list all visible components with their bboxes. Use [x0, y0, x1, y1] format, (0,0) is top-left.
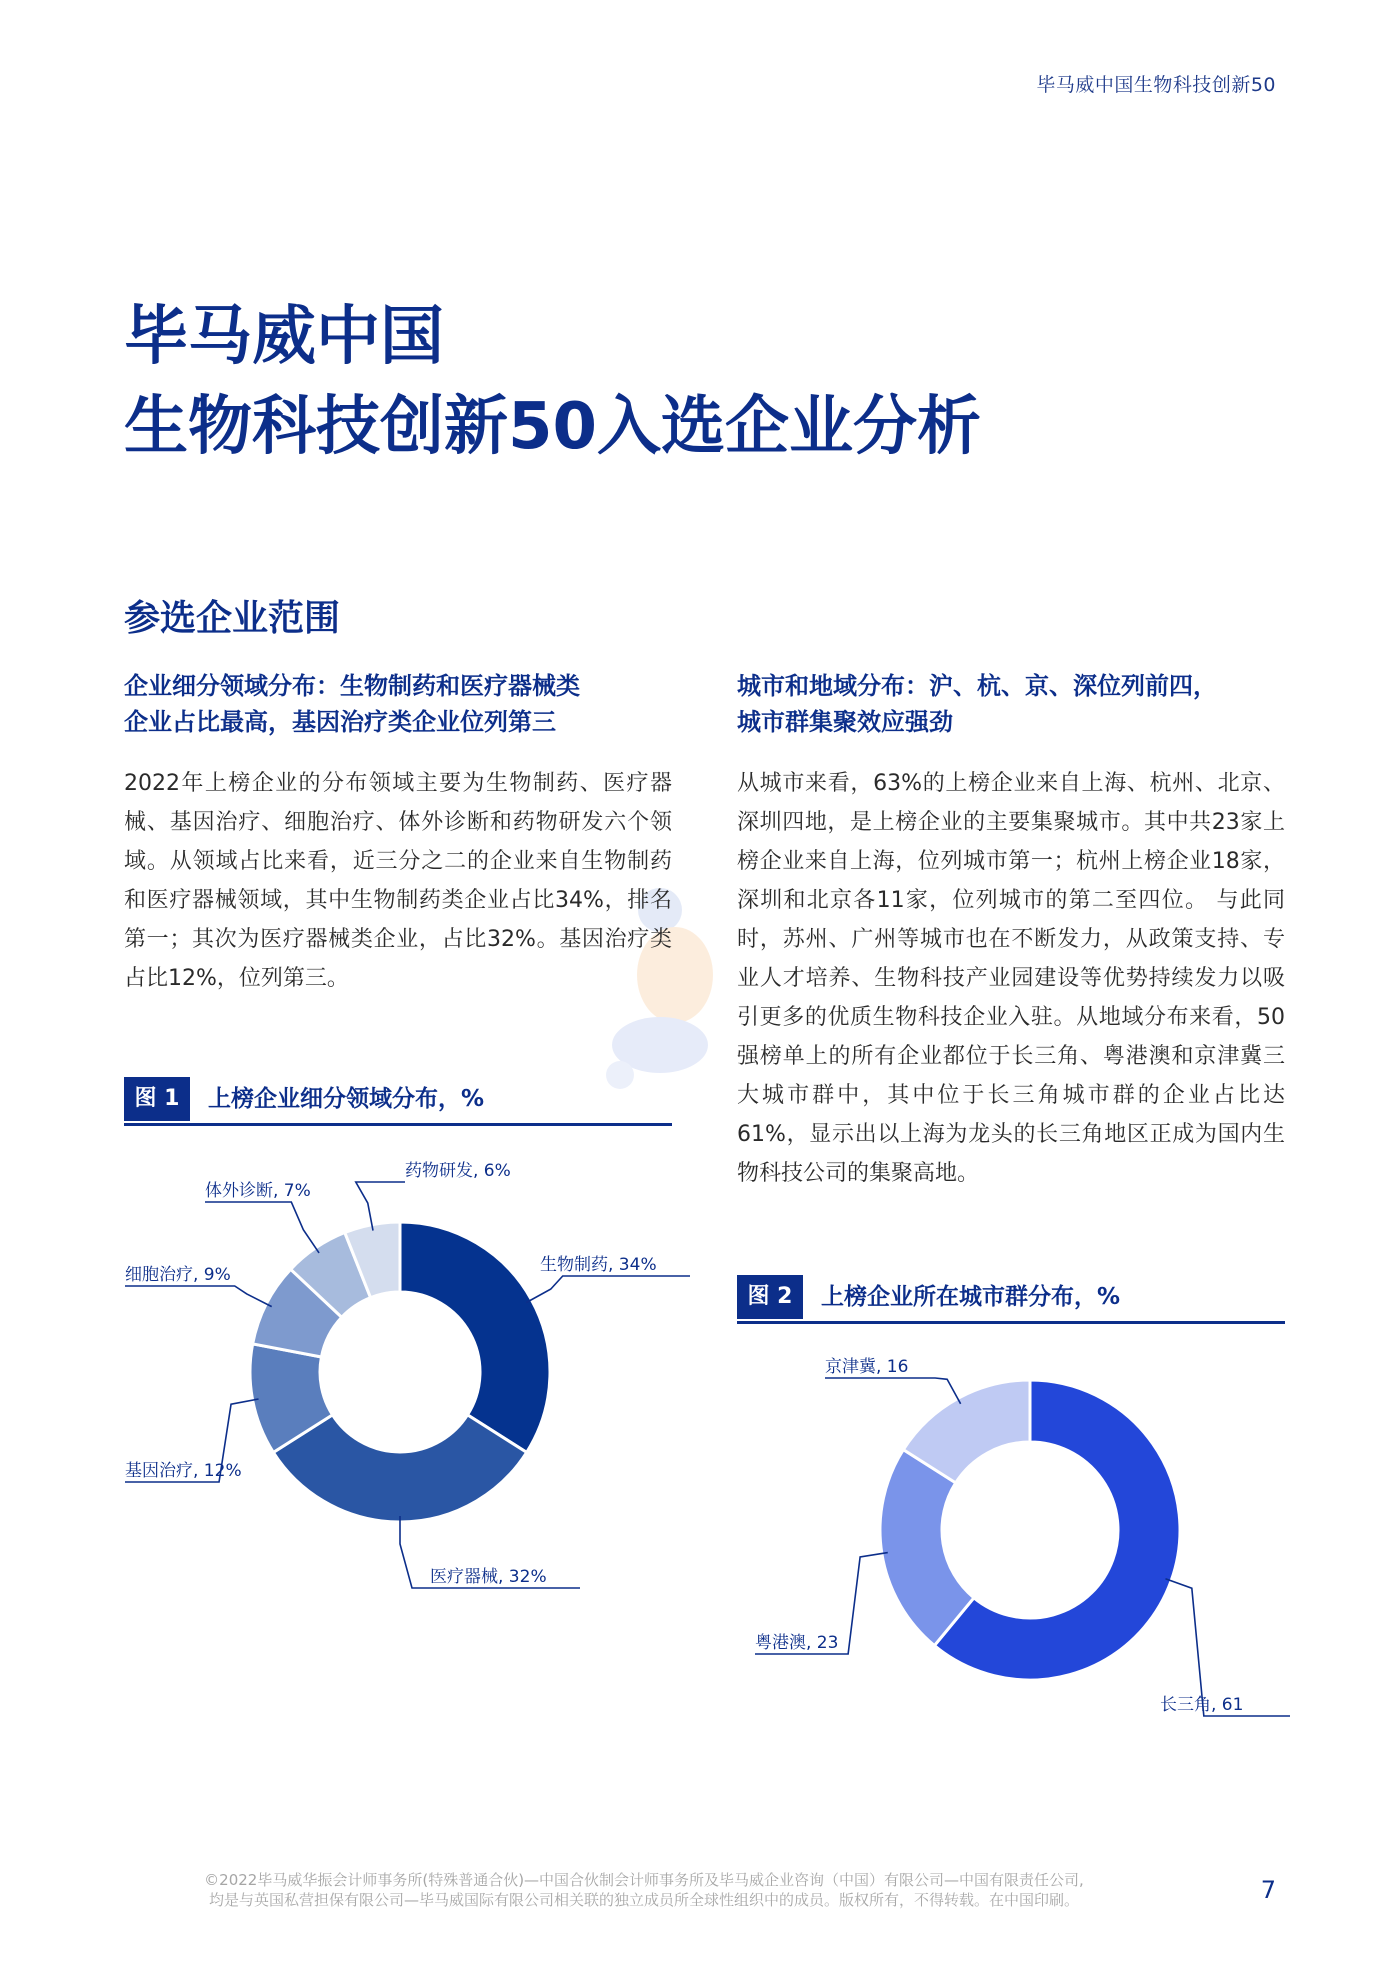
figure-1-tag: 图 1 — [124, 1077, 190, 1121]
data-label-6: 药物研发, 6% — [405, 1161, 511, 1181]
right-column — [737, 668, 1285, 1193]
page-number: 7 — [1260, 1876, 1276, 1904]
page-title-line-2: 生物科技创新50入选企业分析 — [124, 390, 982, 464]
left-body-text: 2022年上榜企业的分布领域主要为生物制药、医疗器械、基因治疗、细胞治疗、体外诊断和药物研发六个领域。从领域占比来看，近三分之二的企业来自生物制药和医疗器械领域，其中生物制药类企业占比34%，排名第一；其次为医疗器械类企业，占比32%。基因治疗类占比12%，位列第三。 — [124, 771, 672, 991]
left-column — [124, 668, 672, 998]
figure-1-donut-chart — [110, 1140, 690, 1600]
page-title — [124, 292, 981, 472]
data-label-3: 基因治疗, 12% — [125, 1461, 242, 1481]
figure-2-title: 上榜企业所在城市群分布，% — [821, 1284, 1121, 1310]
footer-line-2: 均是与英国私营担保有限公司—毕马威国际有限公司相关联的独立成员所全球性组织中的成员。版权所有，不得转载。在中国印刷。 — [208, 1891, 1079, 1909]
right-subhead-line-1: 城市和地域分布：沪、杭、京、深位列前四， — [737, 672, 1217, 700]
data-label-4: 细胞治疗, 9% — [125, 1265, 231, 1285]
running-header: 毕马威中国生物科技创新50 — [1036, 74, 1276, 96]
leader-line-3 — [825, 1378, 961, 1404]
data-label-3: 京津冀, 16 — [825, 1357, 909, 1377]
footer-line-1: ©2022毕马威华振会计师事务所(特殊普通合伙)—中国合伙制会计师事务所及毕马威企业咨询（中国）有限公司—中国有限责任公司, — [204, 1871, 1084, 1889]
page-title-line-1: 毕马威中国 — [124, 300, 444, 374]
left-subhead-line-2: 企业占比最高，基因治疗类企业位列第三 — [124, 708, 556, 736]
leader-line-4 — [125, 1286, 272, 1307]
footer-copyright — [124, 1870, 1164, 1910]
data-label-1: 生物制药, 34% — [540, 1255, 657, 1275]
figure-1-header — [124, 1077, 672, 1126]
data-label-5: 体外诊断, 7% — [205, 1181, 311, 1201]
data-label-2: 医疗器械, 32% — [430, 1567, 547, 1587]
section-title: 参选企业范围 — [124, 598, 341, 639]
right-subhead-line-2: 城市群集聚效应强劲 — [737, 708, 953, 736]
right-body-text: 从城市来看，63%的上榜企业来自上海、杭州、北京、深圳四地，是上榜企业的主要集聚城市。其中共23家上榜企业来自上海，位列城市第一；杭州上榜企业18家，深圳和北京各11家，位列城市的第二至四位。 与此同时，苏州、广州等城市也在不断发力，从政策支持、专业人才培养、生物科技产业园建设等优势持续发力以吸引更多的优质生物科技企业入驻。从地域分布来看，50强榜单上的所有企业都位于长三角、粤港澳和京津冀三大城市群中，其中位于长三角城市群的企业占比达61%，显示出以上海为龙头的长三角地区正成为国内生物科技公司的集聚高地。 — [737, 771, 1285, 1186]
left-subhead — [124, 668, 672, 740]
right-subhead — [737, 668, 1285, 740]
figure-2-tag: 图 2 — [737, 1275, 803, 1319]
data-label-2: 粤港澳, 23 — [755, 1633, 839, 1653]
leader-line-1 — [526, 1276, 690, 1303]
left-subhead-line-1: 企业细分领域分布：生物制药和医疗器械类 — [124, 672, 580, 700]
figure-2-header — [737, 1275, 1285, 1324]
figure-1-title: 上榜企业细分领域分布，% — [208, 1086, 485, 1112]
data-label-1: 长三角, 61 — [1160, 1695, 1244, 1715]
figure-2-donut-chart — [730, 1340, 1290, 1740]
donut-segment-1 — [400, 1222, 550, 1452]
donut-segment-2 — [273, 1415, 526, 1522]
leader-line-5 — [205, 1202, 319, 1253]
